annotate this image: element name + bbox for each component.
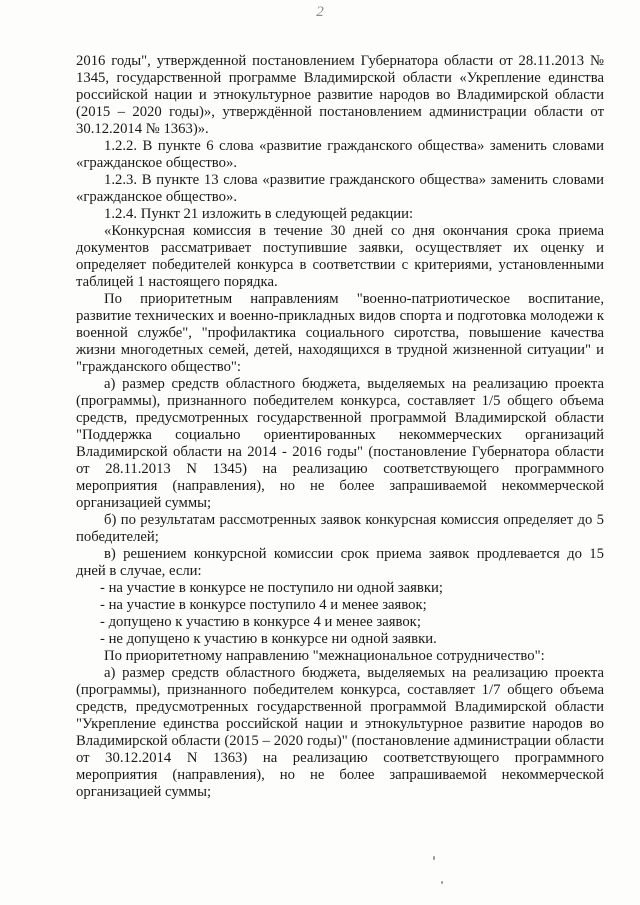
list-item: - на участие в конкурсе поступило 4 и менее заявок;: [100, 597, 427, 613]
list-item: - на участие в конкурсе не поступило ни одной заявки;: [100, 580, 443, 596]
paragraph: «Конкурсная комиссия в течение 30 дней со дня окончания срока приема документов рассматривает поступившие заявки, осуществляет их оценку и определяет победителей конкурса в соответствии с критериями, установленными таблицей 1 настоящего порядка.: [76, 223, 604, 290]
list-item: - не допущено к участию в конкурсе ни одной заявки.: [100, 631, 437, 647]
paragraph: а) размер средств областного бюджета, выделяемых на реализацию проекта (программы), признанного победителем конкурса, составляет 1/5 общего объема средств, предусмотренных государственной программой Владимирской области "Поддержка социально ориентированных некоммерческих организаций Владимирской области на 2014 - 2016 годы" (постановление Губернатора области от 28.11.2013 N 1345) на реализацию соответствующего программного мероприятия (направления), но не более запрашиваемой некоммерческой организацией суммы;: [76, 376, 604, 511]
page-number: 2: [316, 4, 324, 20]
list-item: - допущено к участию в конкурсе 4 и менее заявок;: [100, 614, 421, 630]
paragraph: 2016 годы", утвержденной постановлением Губернатора области от 28.11.2013 № 1345, государственной программе Владимирской области «Укрепление единства российской нации и этнокультурное развитие народов во Владимирской области (2015 – 2020 годы)», утверждённой постановлением администрации области от 30.12.2014 № 1363)».: [76, 53, 604, 137]
paragraph: 1.2.2. В пункте 6 слова «развитие гражданского общества» заменить словами «гражданское общество».: [76, 138, 604, 171]
paragraph: а) размер средств областного бюджета, выделяемых на реализацию проекта (программы), признанного победителем конкурса, составляет 1/7 общего объема средств, предусмотренных государственной программой Владимирской области "Укрепление единства российской нации и этнокультурное развитие народов во Владимирской области (2015 – 2020 годы)" (постановление администрации области от 30.12.2014 N 1363) на реализацию соответствующего программного мероприятия (направления), но не более запрашиваемой некоммерческой организацией суммы;: [76, 665, 604, 800]
paragraph: 1.2.4. Пункт 21 изложить в следующей редакции:: [104, 206, 414, 222]
scan-speck: [441, 881, 443, 884]
scan-speck: [433, 856, 435, 860]
paragraph: По приоритетным направлениям "военно-патриотическое воспитание, развитие технических и военно-прикладных видов спорта и подготовка молодежи к военной службе", "профилактика социального сиротства, повышение качества жизни многодетных семей, детей, находящихся в трудной жизненной ситуации" и "гражданского общество":: [76, 291, 604, 375]
paragraph: в) решением конкурсной комиссии срок приема заявок продлевается до 15 дней в случае, если:: [76, 546, 604, 579]
document-body: [76, 53, 604, 801]
paragraph: По приоритетному направлению "межнациональное сотрудничество":: [104, 648, 545, 664]
paragraph: б) по результатам рассмотренных заявок конкурсная комиссия определяет до 5 победителей;: [76, 512, 604, 545]
paragraph: 1.2.3. В пункте 13 слова «развитие гражданского общества» заменить словами «гражданское общество».: [76, 172, 604, 205]
